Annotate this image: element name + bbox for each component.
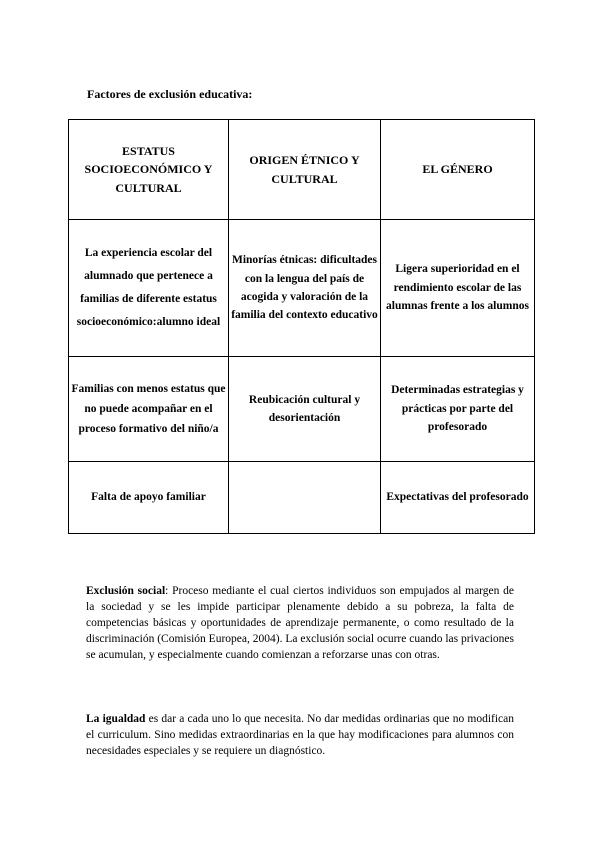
table-cell: Determinadas estrategias y prácticas por parte del profesorado [381, 357, 535, 462]
table-cell: La experiencia escolar del alumnado que pertenece a familias de diferente estatus socioeconómico:alumno ideal [69, 220, 229, 357]
table-cell: Ligera superioridad en el rendimiento escolar de las alumnas frente a los alumnos [381, 220, 535, 357]
table-row [69, 220, 535, 357]
page-title: Factores de exclusión educativa: [87, 87, 253, 101]
table-cell: Expectativas del profesorado [381, 462, 535, 534]
exclusion-social-paragraph [86, 583, 514, 663]
igualdad-definition: es dar a cada uno lo que necesita. No dar medidas ordinarias que no modifican el curriculum. Sino medidas extraordinarias en la que hay modificaciones para alumnos con necesidades especiales y se requiere un diagnóstico. [86, 713, 514, 757]
header-ethnic-origin: ORIGEN ÉTNICO Y CULTURAL [229, 120, 381, 220]
igualdad-term: La igualdad [86, 713, 146, 725]
igualdad-paragraph [86, 711, 514, 759]
factors-table [68, 119, 535, 534]
table-cell-empty [229, 462, 381, 534]
table-cell: Reubicación cultural y desorientación [229, 357, 381, 462]
table-row [69, 357, 535, 462]
table-header-row [69, 120, 535, 220]
exclusion-social-definition: : Proceso mediante el cual ciertos individuos son empujados al margen de la sociedad y se les impide participar plenamente debido a su pobreza, la falta de competencias básicas y oportunidades de aprendizaje permanente, o como resultado de la discriminación (Comisión Europea, 2004). La exclusión social ocurre cuando las privaciones se acumulan, y especialmente cuando comienzan a reforzarse unas con otras. [86, 585, 514, 661]
exclusion-social-term: Exclusión social [86, 585, 166, 597]
table-row [69, 462, 535, 534]
table-cell: Falta de apoyo familiar [69, 462, 229, 534]
header-socioeconomic: ESTATUS SOCIOECONÓMICO Y CULTURAL [69, 120, 229, 220]
table-cell: Familias con menos estatus que no puede acompañar en el proceso formativo del niño/a [69, 357, 229, 462]
table-cell: Minorías étnicas: dificultades con la lengua del país de acogida y valoración de la familia del contexto educativo [229, 220, 381, 357]
header-gender: EL GÉNERO [381, 120, 535, 220]
